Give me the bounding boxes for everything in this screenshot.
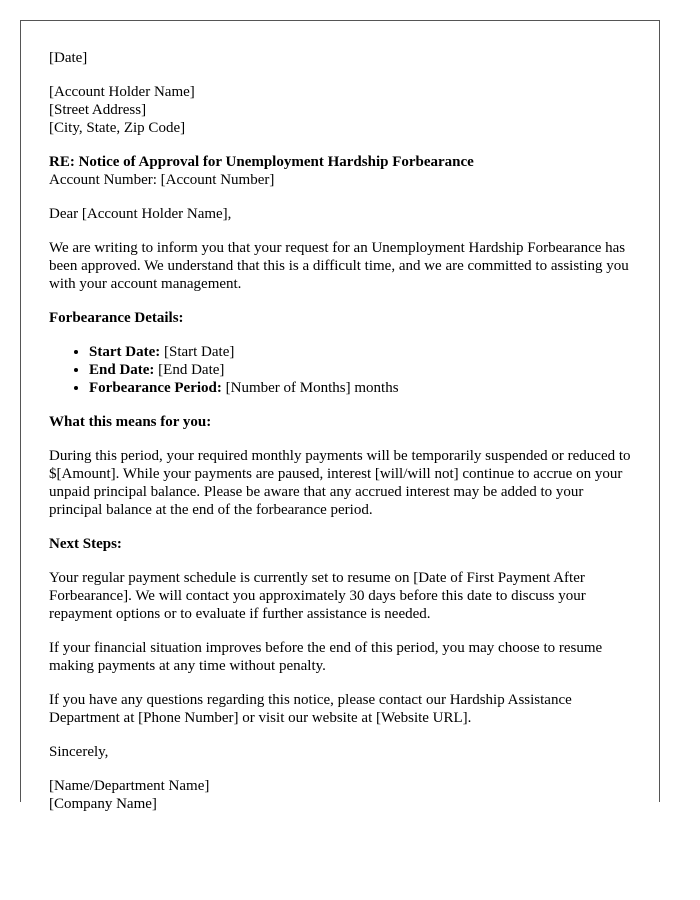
letter-page xyxy=(20,20,660,812)
meaning-heading: What this means for you: xyxy=(49,414,212,430)
next-steps-paragraph-1: Your regular payment schedule is currently set to resume on [Date of First Payment After Forbearance]. We will contact you approximately 30 days before this date to discuss your repayment options or to evaluate if further assistance is needed. xyxy=(49,570,586,622)
closing: Sincerely, xyxy=(49,744,109,760)
details-heading: Forbearance Details: xyxy=(49,310,184,326)
subject-re-line: RE: Notice of Approval for Unemployment Hardship Forbearance xyxy=(49,154,474,170)
next-steps-heading: Next Steps: xyxy=(49,536,122,552)
letter-date: [Date] xyxy=(49,50,88,66)
details-list xyxy=(49,343,639,397)
signature-block xyxy=(49,777,639,813)
next-steps-paragraph-2: If your financial situation improves before the end of this period, you may choose to resume making payments at any time without penalty. xyxy=(49,640,603,674)
letter-content xyxy=(49,49,639,829)
details-item-end-date xyxy=(89,361,639,379)
details-item-start-date xyxy=(89,343,639,361)
intro-paragraph: We are writing to inform you that your request for an Unemployment Hardship Forbearance has been approved. We understand that this is a difficult time, and we are committed to assisting you with your account management. xyxy=(49,240,629,292)
recipient-address xyxy=(49,83,639,137)
details-item-label: Forbearance Period: xyxy=(89,380,222,396)
details-item-label: Start Date: xyxy=(89,344,161,360)
signature-name: [Name/Department Name] xyxy=(49,778,210,794)
recipient-street: [Street Address] xyxy=(49,102,147,118)
details-item-label: End Date: xyxy=(89,362,155,378)
recipient-name: [Account Holder Name] xyxy=(49,84,195,100)
next-steps-paragraph-3: If you have any questions regarding this notice, please contact our Hardship Assistance Department at [Phone Number] or visit our website at [Website URL]. xyxy=(49,692,572,726)
details-item-period xyxy=(89,379,639,397)
recipient-city-state-zip: [City, State, Zip Code] xyxy=(49,120,186,136)
signature-company: [Company Name] xyxy=(49,796,157,812)
details-item-value: [Number of Months] months xyxy=(225,380,399,396)
details-item-value: [End Date] xyxy=(158,362,225,378)
details-item-value: [Start Date] xyxy=(163,344,235,360)
meaning-paragraph: During this period, your required monthly payments will be temporarily suspended or reduced to $[Amount]. While your payments are paused, interest [will/will not] continue to accrue on your unpaid principal balance. Please be aware that any accrued interest may be added to your principal balance at the end of the forbearance period. xyxy=(49,448,631,518)
salutation: Dear [Account Holder Name], xyxy=(49,206,232,222)
subject-block xyxy=(49,153,639,189)
account-number-line: Account Number: [Account Number] xyxy=(49,172,275,188)
